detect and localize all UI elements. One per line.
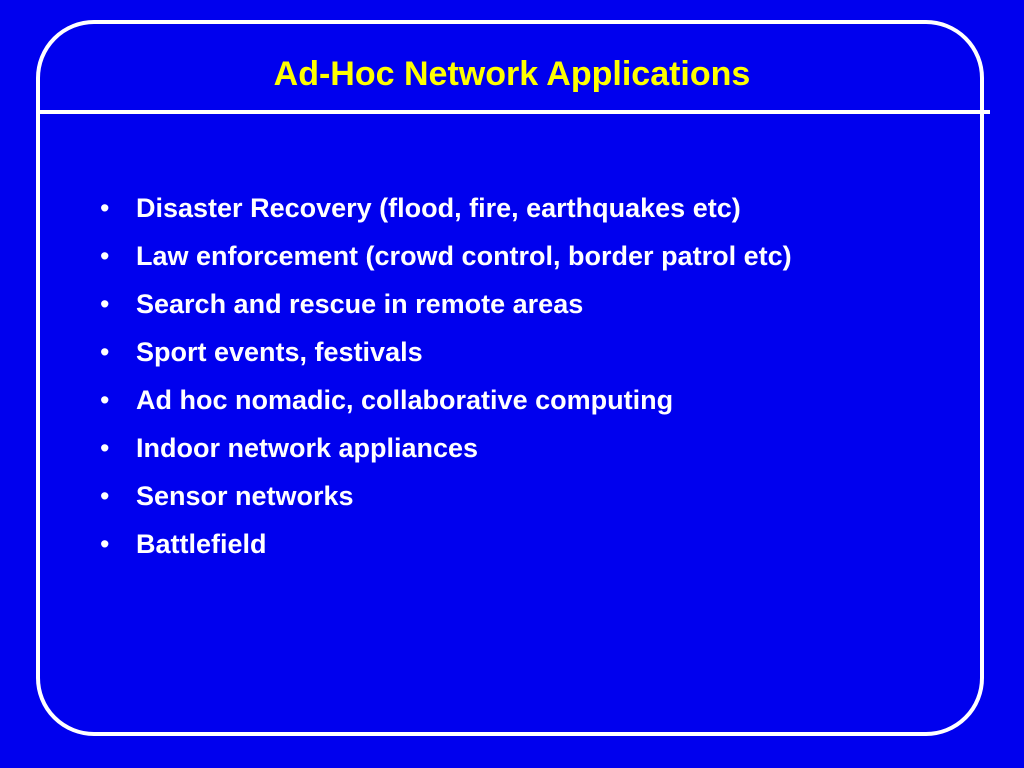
bullet-text: Search and rescue in remote areas — [136, 289, 584, 319]
list-item — [100, 332, 920, 372]
bullet-text: Sensor networks — [136, 481, 354, 511]
bullet-icon: • — [100, 529, 110, 559]
list-item — [100, 236, 920, 276]
bullet-text: Ad hoc nomadic, collaborative computing — [136, 385, 674, 415]
list-item — [100, 188, 920, 228]
bullet-icon: • — [100, 193, 110, 223]
bullet-text: Law enforcement (crowd control, border patrol etc) — [136, 241, 792, 271]
list-item — [100, 284, 920, 324]
bullet-text: Battlefield — [136, 529, 267, 559]
bullet-icon: • — [100, 433, 110, 463]
slide-title: Ad-Hoc Network Applications — [273, 55, 751, 93]
list-item — [100, 476, 920, 516]
bullet-text: Disaster Recovery (flood, fire, earthquakes etc) — [136, 193, 741, 223]
list-item — [100, 380, 920, 420]
title-divider — [36, 110, 990, 114]
bullet-icon: • — [100, 337, 110, 367]
bullet-icon: • — [100, 385, 110, 415]
list-item — [100, 428, 920, 468]
bullet-text: Indoor network appliances — [136, 433, 479, 463]
bullet-icon: • — [100, 289, 110, 319]
list-item — [100, 524, 920, 564]
bullet-icon: • — [100, 241, 110, 271]
bullet-text: Sport events, festivals — [136, 337, 423, 367]
bullet-icon: • — [100, 481, 110, 511]
bullet-list — [100, 188, 920, 572]
